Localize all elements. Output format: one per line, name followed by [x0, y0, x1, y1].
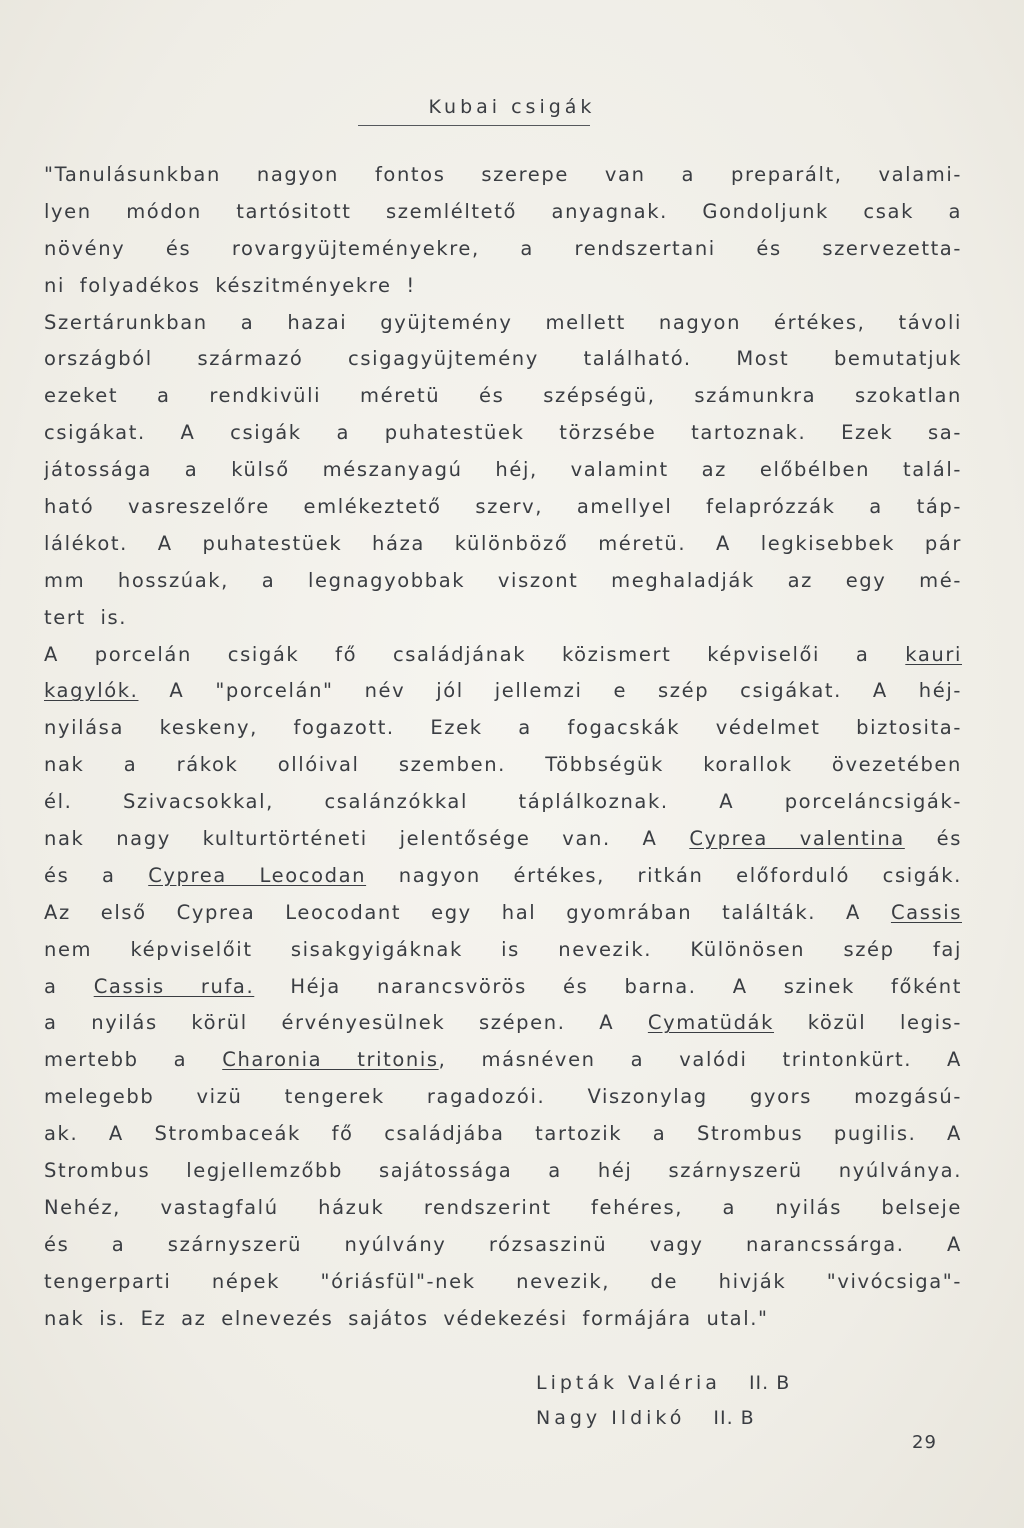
- text-segment: mertebb a: [44, 1048, 223, 1072]
- underlined-term: Cyprea Leocodan: [148, 863, 367, 887]
- text-line: lálékot. A puhatestüek háza különböző méretü. A legkisebbek pár: [44, 531, 962, 555]
- text-line: nak a rákok ollóival szemben. Többségük korallok övezetében: [44, 753, 962, 777]
- signature-name: Nagy Ildikó: [536, 1407, 686, 1429]
- text-segment: Az első Cyprea Leocodant egy hal gyomrában találták. A: [44, 900, 891, 924]
- text-segment: nagyon értékes, ritkán előforduló csigák.: [366, 863, 962, 887]
- page-number: 29: [912, 1432, 937, 1453]
- signature-class: II. B: [713, 1407, 755, 1429]
- text-line: és a szárnyszerü nyúlvány rózsaszinü vagy narancssárga. A: [44, 1232, 962, 1256]
- signature-line-1: [536, 1366, 956, 1401]
- text-line: nak is. Ez az elnevezés sajátos védekezési formájára utal.": [44, 1306, 769, 1330]
- text-segment: A "porcelán" név jól jellemzi e szép csigákat. A héj-: [138, 679, 962, 703]
- text-line: [44, 858, 962, 895]
- text-line: [44, 969, 962, 1006]
- text-line: él. Szivacsokkal, csalánzókkal táplálkoznak. A porceláncsigák-: [44, 790, 962, 814]
- text-line: növény és rovargyüjteményekre, a rendszertani és szervezetta-: [44, 236, 962, 260]
- text-segment: és: [904, 827, 962, 851]
- text-line: Szertárunkban a hazai gyüjtemény mellett nagyon értékes, távoli: [44, 310, 962, 334]
- signature-class: II. B: [748, 1372, 791, 1394]
- underlined-term: Charonia tritonis: [222, 1048, 439, 1072]
- text-line: ni folyadékos készitményekre !: [44, 273, 416, 297]
- text-line: Strombus legjellemzőbb sajátossága a héj szárnyszerü nyúlványa.: [44, 1159, 962, 1183]
- underlined-term: kauri: [905, 642, 962, 666]
- text-line: ak. A Strombaceák fő családjába tartozik a Strombus pugilis. A: [44, 1122, 962, 1146]
- text-line: játossága a külső mészanyagú héj, valamint az előbélben talál-: [44, 458, 962, 482]
- text-segment: Héja narancsvörös és barna. A szinek főként: [254, 974, 962, 998]
- text-line: ható vasreszelőre emlékeztető szerv, amellyel felaprózzák a táp-: [44, 495, 962, 519]
- text-line: "Tanulásunkban nagyon fontos szerepe van a preparált, valami-: [44, 163, 962, 186]
- text-line: lyen módon tartósitott szemléltető anyagnak. Gondoljunk csak a: [44, 199, 962, 223]
- text-line: csigákat. A csigák a puhatestüek törzsébe tartoznak. Ezek sa-: [44, 421, 962, 445]
- text-line: [44, 1042, 962, 1079]
- signature-name: Lipták Valéria: [536, 1372, 721, 1394]
- document-title: Kubai csigák: [428, 96, 596, 118]
- text-line: országból származó csigagyüjtemény található. Most bemutatjuk: [44, 347, 962, 371]
- text-line: [44, 1005, 962, 1042]
- text-segment: , másnéven a valódi trintonkürt. A: [438, 1048, 962, 1072]
- text-segment: a nyilás körül érvényesülnek szépen. A: [44, 1011, 648, 1035]
- text-line: nyilása keskeny, fogazott. Ezek a fogacskák védelmet biztosita-: [44, 716, 962, 740]
- text-line: tert is.: [44, 605, 128, 629]
- text-line: melegebb vizü tengerek ragadozói. Viszonylag gyors mozgású-: [44, 1085, 962, 1109]
- text-segment: közül legis-: [774, 1011, 962, 1035]
- underlined-term: Cassis rufa.: [93, 974, 255, 998]
- text-line: [44, 637, 962, 674]
- signatures: [536, 1366, 956, 1436]
- text-line: mm hosszúak, a legnagyobbak viszont meghaladják az egy mé-: [44, 568, 962, 592]
- underlined-term: Cyprea valentina: [689, 827, 905, 851]
- signature-line-2: [536, 1401, 956, 1436]
- text-segment: A porcelán csigák fő családjának közismert képviselői a: [44, 642, 906, 666]
- underlined-term: Cassis: [890, 900, 962, 924]
- text-line: tengerparti népek "óriásfül"-nek nevezik, de hivják "vivócsiga"-: [44, 1269, 962, 1293]
- text-line: ezeket a rendkivüli méretü és szépségü, számunkra szokatlan: [44, 384, 962, 408]
- body-text: [44, 157, 962, 1338]
- text-line: Nehéz, vastagfalú házuk rendszerint fehéres, a nyilás belseje: [44, 1195, 962, 1219]
- text-line: [44, 895, 962, 932]
- text-line: [44, 673, 962, 710]
- title-underline: [358, 125, 590, 126]
- text-line: [44, 821, 962, 858]
- text-segment: és a: [44, 863, 149, 887]
- text-segment: nak nagy kulturtörténeti jelentősége van. A: [44, 827, 690, 851]
- text-line: nem képviselőit sisakgyigáknak is nevezik. Különösen szép faj: [44, 937, 962, 961]
- text-segment: a: [44, 974, 94, 998]
- underlined-term: kagylók.: [44, 679, 139, 703]
- underlined-term: Cymatüdák: [647, 1011, 775, 1035]
